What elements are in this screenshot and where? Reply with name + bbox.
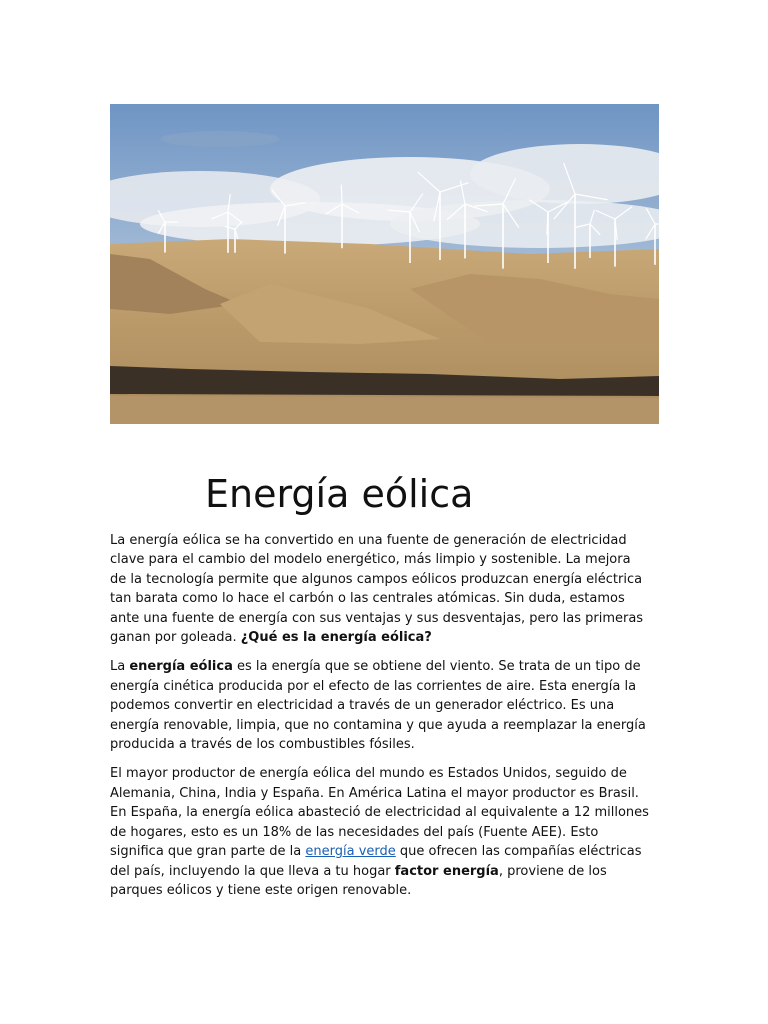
intro-text: La energía eólica se ha convertido en una fuente de generación de electricidad clave para el cambio del modelo energético, más limpio y sostenible. La mejora de la tecnología permite que algunos campos eólicos produzcan energía eléctrica tan barata como lo hace el carbón o las centrales atómicas. Sin duda, estamos ante una fuente de energía con sus ventajas y sus desventajas, pero las primeras ganan por goleada. bbox=[110, 533, 644, 646]
wind-farm-illustration bbox=[110, 104, 659, 424]
article-body bbox=[110, 531, 650, 910]
producers-text: El mayor productor de energía eólica del mundo es Estados Unidos, seguido de Alemania, China, India y España. En América Latina el mayor productor es Brasil. En España, la energía eólica abasteció de electricidad al equivalente a 12 millones de hogares, esto es un 18% de las necesidades del país (Fuente AEE). Esto significa que gran parte de la bbox=[110, 766, 649, 860]
question-heading: ¿Qué es la energía eólica? bbox=[240, 630, 432, 646]
definition-text: es la energía que se obtiene del viento. Se trata de un tipo de energía cinética producida por el efecto de las corrientes de aire. Esta energía la podemos convertir en electricidad a través de un generador eléctrico. Es una energía renovable, limpia, que no contamina y que ayuda a reemplazar la energía producida a través de los combustibles fósiles. bbox=[110, 659, 646, 753]
paragraph-intro bbox=[110, 531, 650, 647]
producers-text-2: que ofrecen las compañías eléctricas del país, incluyendo la que lleva a tu hogar bbox=[110, 844, 642, 879]
factor-energia-term: factor energía bbox=[394, 863, 499, 879]
definition-term: energía eólica bbox=[129, 659, 233, 675]
paragraph-definition bbox=[110, 657, 650, 754]
turbine-blade bbox=[341, 185, 342, 204]
paragraph-producers bbox=[110, 764, 650, 900]
green-energy-link[interactable]: energía verde bbox=[305, 844, 396, 860]
definition-lead: La bbox=[110, 659, 130, 675]
wind-farm-photo bbox=[110, 104, 659, 424]
page-title: Energía eólica bbox=[205, 472, 474, 516]
producers-text-3: , proviene de los parques eólicos y tiene este origen renovable. bbox=[110, 863, 607, 898]
